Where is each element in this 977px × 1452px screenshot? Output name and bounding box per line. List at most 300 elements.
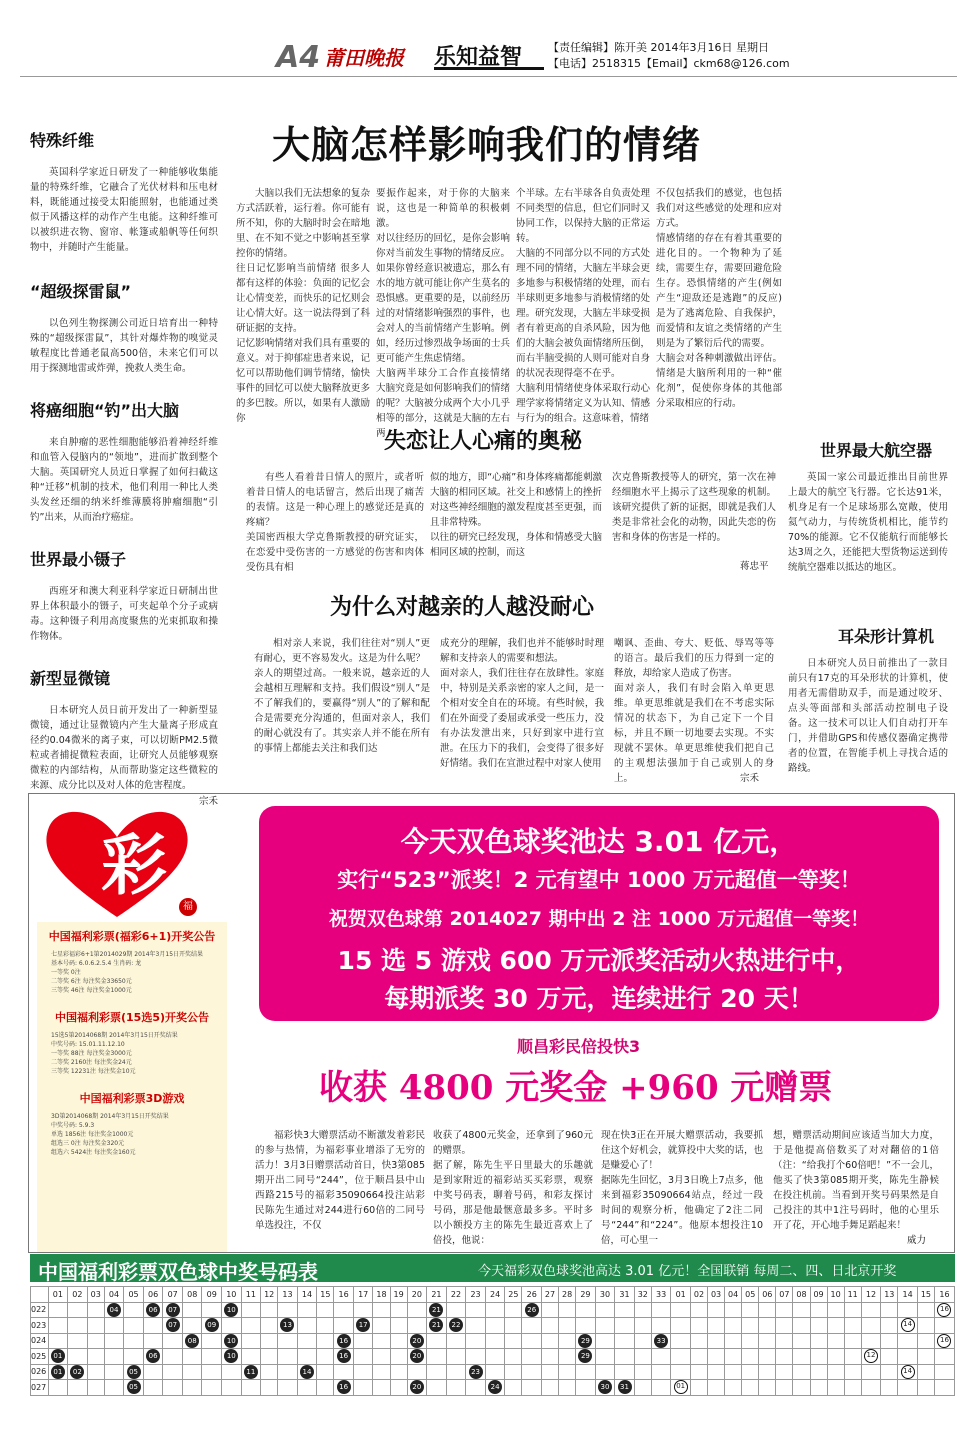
number-cell (742, 1349, 759, 1365)
red-ball: 16 (337, 1334, 351, 1348)
number-cell (222, 1380, 242, 1396)
announcement-line: 三等奖 12231注 每注奖金10元 (51, 1068, 136, 1075)
number-cell (334, 1318, 354, 1334)
red-column-header: 33 (651, 1287, 671, 1303)
red-ball: 14 (300, 1365, 314, 1379)
number-cell (934, 1380, 954, 1396)
number-cell (334, 1333, 354, 1349)
number-cell (651, 1349, 671, 1365)
number-cell (541, 1333, 558, 1349)
number-cell (143, 1380, 163, 1396)
number-cell (446, 1333, 466, 1349)
brief-title: 特殊纤维 (30, 131, 95, 150)
issue-cell: 024 (31, 1333, 49, 1349)
blue-column-header: 13 (881, 1287, 898, 1303)
number-cell (446, 1380, 466, 1396)
red-column-header: 32 (634, 1287, 651, 1303)
table-row (31, 1380, 955, 1396)
blue-column-header: 08 (793, 1287, 810, 1303)
number-cell (917, 1318, 934, 1334)
red-ball: 10 (224, 1303, 238, 1317)
brief-title: 世界最大航空器 (820, 441, 933, 460)
number-cell (278, 1380, 298, 1396)
number-cell (759, 1333, 776, 1349)
number-cell (241, 1364, 261, 1380)
logo-badge: 福 (179, 898, 197, 916)
red-ball: 23 (469, 1365, 483, 1379)
red-ball: 06 (146, 1349, 160, 1363)
number-cell (827, 1333, 844, 1349)
number-cell (353, 1364, 373, 1380)
number-cell (708, 1333, 725, 1349)
story-subheadline: 顺昌彩民倍投快3 (517, 1037, 641, 1056)
number-cell (87, 1302, 104, 1318)
number-cell (776, 1302, 793, 1318)
red-column-header: 19 (390, 1287, 407, 1303)
number-cell (446, 1318, 466, 1334)
number-cell (278, 1364, 298, 1380)
winning-number-table (30, 1286, 955, 1396)
announcement-line: 二等奖 6注 每注奖金33650元 (51, 978, 132, 985)
red-ball: 06 (146, 1303, 160, 1317)
number-cell (881, 1380, 898, 1396)
number-cell (278, 1349, 298, 1365)
number-cell (690, 1364, 707, 1380)
blue-column-header: 05 (742, 1287, 759, 1303)
number-cell (522, 1333, 542, 1349)
number-cell (576, 1380, 596, 1396)
red-ball: 05 (127, 1365, 141, 1379)
announcement-line: 组选六 5424注 每注奖金160元 (51, 1149, 136, 1156)
red-ball: 01 (51, 1365, 65, 1379)
number-cell (827, 1364, 844, 1380)
number-cell (634, 1302, 651, 1318)
article-column: 不仅包括我们的感觉，也包括我们对这些感觉的处理和应对方式。 情感情绪的存在有着其重要的进化目的。一个物种为了延续，需要生存，需要回避危险生存。恐惧情绪的产生(例如产生“迎敌还是逃跑”的反应)是为了逃离危险、自我保护，而爱情和友谊之类情绪的产生则是为了繁衍后代的需要。 大脑会对各种刺激做出评估。情绪是大脑所利用的一种“催化剂”，促使你身体的其他部分采取相应的行动。 (656, 188, 782, 409)
red-column-header: 16 (334, 1287, 354, 1303)
number-cell (861, 1302, 881, 1318)
number-cell (759, 1364, 776, 1380)
number-cell (334, 1349, 354, 1365)
number-cell (559, 1364, 576, 1380)
number-cell (353, 1302, 373, 1318)
banner-line: 实行“523”派奖！2 元有望中 1000 万元超值一等奖！ (337, 868, 861, 892)
red-ball: 10 (224, 1349, 238, 1363)
red-column-header: 04 (104, 1287, 124, 1303)
red-column-header: 20 (407, 1287, 427, 1303)
red-column-header: 18 (373, 1287, 390, 1303)
number-cell (690, 1349, 707, 1365)
number-cell (522, 1349, 542, 1365)
number-cell (541, 1364, 558, 1380)
article-author: 宗禾 (740, 773, 760, 784)
number-cell (202, 1380, 222, 1396)
number-cell (881, 1349, 898, 1365)
number-cell (317, 1349, 334, 1365)
number-cell (810, 1302, 827, 1318)
number-cell (124, 1333, 144, 1349)
number-cell (485, 1349, 505, 1365)
red-column-header: 01 (48, 1287, 68, 1303)
number-cell (776, 1364, 793, 1380)
number-cell (297, 1349, 317, 1365)
article-column: 大脑以我们无法想象的复杂方式活跃着，运行着。你可能有所不知，你的大脑时时会在暗地里、在不知不觉之中影响甚至掌控你的情绪。 往日记忆影响当前情绪 很多人都有这样的体验：负面的记忆会让心情变差，而快乐的记忆则会让心情大好。这一说法得到了科研证据的支持。 记忆影响情绪对我们具有重要的意义。对于抑郁症患者来说，记忆可以帮助他们调节情绪，愉快事件的回忆可以使大脑释放更多的多巴胺。所以，如果有人激励你 (236, 188, 370, 424)
number-cell (690, 1333, 707, 1349)
red-ball: 29 (578, 1349, 592, 1363)
number-cell (742, 1364, 759, 1380)
number-cell (485, 1318, 505, 1334)
announcement-line: 3D第2014068期 2014年3月15日开奖结果 (51, 1113, 169, 1120)
number-cell (87, 1380, 104, 1396)
number-cell (759, 1349, 776, 1365)
number-cell (898, 1349, 918, 1365)
number-cell (651, 1333, 671, 1349)
number-cell (559, 1302, 576, 1318)
number-cell (163, 1349, 183, 1365)
article-column: 次克鲁斯教授等人的研究，第一次在神经细胞水平上揭示了这些现象的机制。该研究提供了新的证据，即就是我们人类是非常社会化的动物，因此失恋的伤害和身体的伤害是一样的。 (612, 472, 776, 543)
number-cell (725, 1364, 742, 1380)
number-cell (427, 1364, 447, 1380)
red-column-header: 03 (87, 1287, 104, 1303)
number-cell (297, 1318, 317, 1334)
number-cell (407, 1333, 427, 1349)
number-cell (124, 1364, 144, 1380)
number-cell (651, 1302, 671, 1318)
number-cell (708, 1318, 725, 1334)
blue-column-header: 15 (917, 1287, 934, 1303)
article-column: 有些人看着昔日情人的照片，或者听着昔日情人的电话留言，然后出现了痛苦的表情。这是一种心理上的感觉还是真的疼痛？ 美国密西根大学克鲁斯教授的研究证实，在恋爱中受伤害的一方感觉的伤害和肉体受伤具有相 (246, 472, 424, 573)
number-cell (934, 1318, 954, 1334)
red-ball: 20 (410, 1334, 424, 1348)
announcement-line: 二等奖 2160注 每注奖金24元 (51, 1059, 132, 1066)
number-cell (407, 1349, 427, 1365)
number-cell (861, 1380, 881, 1396)
number-cell (505, 1364, 522, 1380)
number-cell (742, 1318, 759, 1334)
article-column: 嘲讽、歪曲、夸大、贬低、辱骂等等的语言。最后我们的压力得到一定的释放，却给家人造成了伤害。 面对亲人，我们有时会陷入单更思维。单更思维就是我们在不考虑实际情况的状态下，为自己定下一个目标，并且不顾一切地要去实现。不实现就不罢休。单更思维使我们把自己的主观想法强加于自己或别人的身上。 (614, 638, 774, 784)
number-cell (87, 1349, 104, 1365)
red-column-header: 10 (222, 1287, 242, 1303)
number-cell (541, 1349, 558, 1365)
number-cell (827, 1349, 844, 1365)
red-ball: 31 (618, 1380, 632, 1394)
number-cell (278, 1318, 298, 1334)
number-cell (861, 1318, 881, 1334)
number-cell (576, 1302, 596, 1318)
number-cell (427, 1318, 447, 1334)
number-cell (261, 1349, 278, 1365)
number-cell (671, 1380, 691, 1396)
announcement-title: 中国福利彩票(福彩6+1)开奖公告 (48, 930, 216, 943)
red-ball: 21 (429, 1318, 443, 1332)
number-cell (725, 1302, 742, 1318)
logo-character: 彩 (101, 826, 167, 904)
number-cell (222, 1349, 242, 1365)
number-cell (776, 1333, 793, 1349)
number-cell (202, 1349, 222, 1365)
number-cell (725, 1380, 742, 1396)
number-cell (124, 1318, 144, 1334)
number-cell (861, 1333, 881, 1349)
announcement-lines (37, 1106, 227, 1157)
story-column: 福彩快3大赠票活动不断激发着彩民的参与热情，为福彩事业增添了无穷的活力！3月3日赠票活动首日，快3第085期开出二同号“244”，位于顺昌县中山西路215号的福彩35090664投注站彩民陈先生通过对244进行60倍的二同号单选投注，不仅 (255, 1130, 425, 1231)
blue-column-header: 12 (861, 1287, 881, 1303)
number-cell (48, 1302, 68, 1318)
red-ball: 22 (449, 1318, 463, 1332)
number-cell (373, 1318, 390, 1334)
number-cell (68, 1349, 88, 1365)
number-cell (861, 1349, 881, 1365)
number-cell (353, 1318, 373, 1334)
number-cell (522, 1302, 542, 1318)
blue-column-header: 03 (708, 1287, 725, 1303)
number-cell (881, 1302, 898, 1318)
number-cell (690, 1380, 707, 1396)
number-cell (559, 1380, 576, 1396)
brief-title: 将癌细胞“钓”出大脑 (30, 401, 180, 420)
number-cell (559, 1349, 576, 1365)
number-cell (182, 1318, 202, 1334)
red-ball: 20 (410, 1349, 424, 1363)
number-cell (68, 1364, 88, 1380)
left-briefs (30, 128, 218, 807)
number-cell (576, 1364, 596, 1380)
blue-column-header: 09 (810, 1287, 827, 1303)
number-cell (317, 1364, 334, 1380)
number-cell (104, 1380, 124, 1396)
red-column-header: 12 (261, 1287, 278, 1303)
article-column: 成充分的理解，我们也并不能够时时理解和支持亲人的需要和想法。 面对亲人，我们往往存在放肆性。家庭中，特别是关系亲密的家人之间，是一个相对安全自在的环境。有些时候，我们在外面受了委屈或承受一些压力，没有办法发泄出来，只好到家中进行宣泄。在压力下的我们，会变得了很多好好情绪。我们在宣泄过程中对家人使用 (440, 638, 604, 769)
blue-ball: 16 (937, 1303, 951, 1317)
editor-info (548, 40, 790, 72)
number-cell (541, 1380, 558, 1396)
number-cell (104, 1302, 124, 1318)
number-cell (634, 1318, 651, 1334)
brief-body: 英国一家公司最近推出目前世界上最大的航空飞行器。它长达91米，机身足有一个足球场那么宽敞，使用氦气动力，与传统货机相比，能节约70%的能源。它不仅能航行而能够长达3周之久，还能把大型货物运送到传统航空器难以抵达的地区。 (788, 472, 948, 573)
number-cell (595, 1318, 615, 1334)
number-cell (407, 1318, 427, 1334)
number-cell (742, 1380, 759, 1396)
number-cell (143, 1318, 163, 1334)
blue-column-header: 01 (671, 1287, 691, 1303)
number-cell (466, 1333, 486, 1349)
number-cell (522, 1318, 542, 1334)
red-ball: 08 (185, 1334, 199, 1348)
number-cell (353, 1380, 373, 1396)
red-ball: 11 (244, 1365, 258, 1379)
banner-line: 今天双色球奖池达 3.01 亿元， (400, 825, 798, 858)
number-cell (615, 1333, 635, 1349)
number-cell (742, 1333, 759, 1349)
issue-cell: 023 (31, 1318, 49, 1334)
number-cell (810, 1364, 827, 1380)
number-cell (595, 1364, 615, 1380)
red-column-header: 13 (278, 1287, 298, 1303)
number-cell (708, 1380, 725, 1396)
table-row (31, 1318, 955, 1334)
banner-line: 15 选 5 游戏 600 万元派奖活动火热进行中， (337, 946, 861, 975)
story-author: 威力 (907, 1235, 927, 1246)
number-cell (407, 1302, 427, 1318)
red-ball: 02 (70, 1365, 84, 1379)
number-cell (427, 1349, 447, 1365)
number-cell (485, 1333, 505, 1349)
number-cell (881, 1318, 898, 1334)
number-cell (87, 1318, 104, 1334)
number-cell (793, 1318, 810, 1334)
number-cell (143, 1302, 163, 1318)
number-cell (827, 1318, 844, 1334)
red-column-header: 21 (427, 1287, 447, 1303)
table-header-bar (30, 1254, 955, 1282)
number-cell (222, 1333, 242, 1349)
issue-cell: 025 (31, 1349, 49, 1365)
red-column-header: 07 (163, 1287, 183, 1303)
article-column: 个半球。左右半球各自负责处理不同类型的信息，但它们同时又协同工作，以保持大脑的正常运转。 大脑的不同部分以不同的方式处理不同的情绪，大脑左半球会更多地参与积极情绪的处理，而右半球则更多地参与消极情绪的处理。研究发现，大脑左半球受损者有着更高的自杀风险，因为他们的大脑会被负面情绪所压倒，而右半脑受损的人则可能对自身的状况表现得毫不在乎。 大脑利用情绪使身体采取行动心理学家将情绪定义为认知、情感与行为的组合。这意味着，情绪 (516, 188, 650, 424)
number-cell (898, 1318, 918, 1334)
article-headline: 为什么对越亲的人越没耐心 (330, 595, 595, 620)
number-cell (297, 1302, 317, 1318)
announcement-line: 单选 1856注 每注奖金1000元 (51, 1131, 134, 1138)
number-cell (48, 1349, 68, 1365)
red-ball: 07 (166, 1303, 180, 1317)
number-cell (576, 1318, 596, 1334)
red-ball: 30 (598, 1380, 612, 1394)
number-cell (202, 1302, 222, 1318)
number-cell (917, 1333, 934, 1349)
number-cell (373, 1333, 390, 1349)
number-cell (759, 1302, 776, 1318)
number-cell (725, 1349, 742, 1365)
red-ball: 05 (127, 1380, 141, 1394)
number-cell (725, 1333, 742, 1349)
section-title: 乐知益智 (434, 40, 544, 70)
number-cell (261, 1380, 278, 1396)
masthead-divider (20, 76, 957, 77)
number-cell (278, 1333, 298, 1349)
number-cell (68, 1302, 88, 1318)
number-cell (222, 1302, 242, 1318)
number-cell (759, 1380, 776, 1396)
table-note: 今天福彩双色球奖池高达 3.01 亿元！全国联销 每周二、四、日北京开奖 (478, 1264, 897, 1279)
number-cell (898, 1380, 918, 1396)
blue-ball: 14 (901, 1365, 915, 1379)
red-column-header: 05 (124, 1287, 144, 1303)
red-column-header: 14 (297, 1287, 317, 1303)
number-cell (776, 1318, 793, 1334)
number-cell (427, 1302, 447, 1318)
number-cell (317, 1318, 334, 1334)
blue-ball: 16 (937, 1334, 951, 1348)
red-column-header: 31 (615, 1287, 635, 1303)
number-cell (182, 1302, 202, 1318)
number-cell (671, 1302, 691, 1318)
number-cell (793, 1333, 810, 1349)
number-cell (615, 1302, 635, 1318)
corner-cell (31, 1287, 49, 1303)
number-cell (446, 1349, 466, 1365)
number-cell (373, 1364, 390, 1380)
table-row (31, 1349, 955, 1365)
number-cell (690, 1302, 707, 1318)
number-cell (390, 1333, 407, 1349)
table-title: 中国福利彩票双色球中奖号码表 (38, 1260, 318, 1284)
story-column: 想，赠票活动期间应该适当加大力度，于是他提高倍数买了对对翻倍的1倍（注：“给我打个60倍吧！”不一会儿，他买了快3第085期开奖，陈先生静候在投注机前。当看到开奖号码果然是自己投注的其中1注号码时，他的心里乐开了花，开心地手舞足蹈起来！ (773, 1130, 939, 1231)
number-cell (881, 1333, 898, 1349)
brief-body: 英国科学家近日研发了一种能够收集能量的特殊纤维，它融合了光伏材料和压电材料，既能通过接受太阳能照射，也能通过类似于风播这样的动作产生电能。这种纤维可以被织进衣物、窗帘、帐篷或船帆等任何织物中，并随时产生能量。 (30, 167, 218, 253)
announcement-line: 七星彩福彩6+1第2014029期 2014年3月15日开奖结果 (51, 951, 204, 958)
red-column-header: 02 (68, 1287, 88, 1303)
number-cell (898, 1302, 918, 1318)
blue-ball: 01 (674, 1380, 688, 1394)
red-ball: 17 (356, 1318, 370, 1332)
paper-name: 莆田晚报 (324, 46, 404, 70)
number-cell (541, 1302, 558, 1318)
number-cell (182, 1380, 202, 1396)
red-ball: 07 (166, 1318, 180, 1332)
number-cell (898, 1364, 918, 1380)
brief-title: “超级探雷鼠” (30, 282, 132, 301)
number-cell (934, 1302, 954, 1318)
number-cell (466, 1380, 486, 1396)
number-cell (810, 1349, 827, 1365)
number-cell (615, 1318, 635, 1334)
red-column-header: 08 (182, 1287, 202, 1303)
number-cell (334, 1380, 354, 1396)
jackpot-banner (259, 806, 939, 1021)
number-cell (485, 1364, 505, 1380)
number-cell (124, 1302, 144, 1318)
number-cell (651, 1318, 671, 1334)
blue-column-header: 16 (934, 1287, 954, 1303)
number-cell (48, 1380, 68, 1396)
number-cell (827, 1302, 844, 1318)
article-headline: 失恋让人心痛的奥秘 (384, 429, 583, 454)
red-column-header: 24 (485, 1287, 505, 1303)
number-cell (776, 1380, 793, 1396)
number-cell (104, 1333, 124, 1349)
number-cell (844, 1302, 861, 1318)
page-number: A4 (276, 40, 321, 75)
lottery-section (28, 793, 955, 1253)
number-cell (353, 1349, 373, 1365)
number-cell (182, 1333, 202, 1349)
red-column-header: 22 (446, 1287, 466, 1303)
number-cell (163, 1302, 183, 1318)
number-cell (261, 1318, 278, 1334)
blue-ball: 12 (864, 1349, 878, 1363)
number-cell (595, 1302, 615, 1318)
story-column: 收获了4800元奖金，还拿到了960元的赠票。 据了解，陈先生平日里最大的乐趣就是到家附近的福彩站买买彩票，观察中奖号码表，聊着号码，和彩友探讨号码，那是他最惬意最多多。平时多以小额投方主的陈先生最近喜欢上了倍投，他说： (433, 1130, 593, 1246)
number-cell (202, 1333, 222, 1349)
masthead (276, 40, 896, 75)
number-cell (446, 1364, 466, 1380)
number-cell (68, 1380, 88, 1396)
number-cell (407, 1380, 427, 1396)
number-cell (466, 1364, 486, 1380)
number-cell (634, 1349, 651, 1365)
number-cell (917, 1302, 934, 1318)
red-column-header: 25 (505, 1287, 522, 1303)
number-cell (522, 1364, 542, 1380)
number-cell (742, 1302, 759, 1318)
number-cell (844, 1318, 861, 1334)
number-cell (68, 1333, 88, 1349)
number-cell (143, 1333, 163, 1349)
number-cell (844, 1333, 861, 1349)
number-cell (793, 1302, 810, 1318)
number-cell (353, 1333, 373, 1349)
number-cell (844, 1349, 861, 1365)
